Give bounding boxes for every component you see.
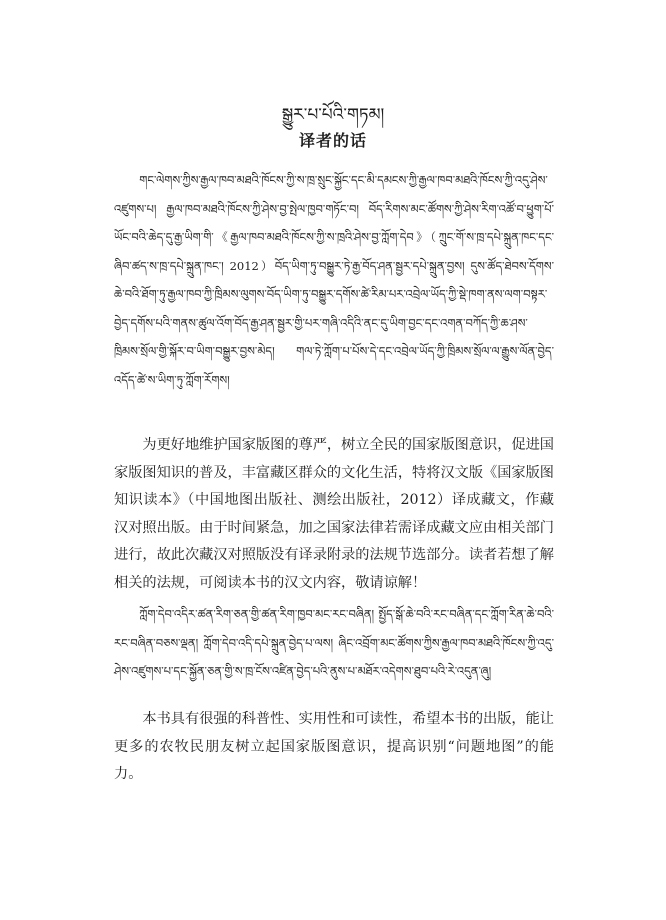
chinese-paragraph-1: 为更好地维护国家版图的尊严，树立全民的国家版图意识，促进国家版图知识的普及，丰富藏区群众的文化生活，特将汉文版《国家版图知识读本》（中国地图出版社、测绘出版社，2012）译成藏文，作藏汉对照出版。由于时间紧急，加之国家法律若需译成藏文应由相关部门进行，故此次藏汉对照版没有译录附录的法规节选部分。读者若想了解相关的法规，可阅读本书的汉文内容，敬请谅解！ xyxy=(114,437,554,591)
tibetan-paragraph-1: གང་ལེགས་ཀྱིས་རྒྱལ་ཁབ་མཐའི་ཁོངས་ཀྱི་ས་ཁྲ་སྲུང་སྐྱོང་དང་མི་དམངས་ཀྱི་རྒྱལ་ཁབ་མཐའི་ཁོངས་ཀྱི་འདུ་ཤེས་འཛུགས་པ། རྒྱལ་ཁབ་མཐའི་ཁོངས་ཀྱི་ཤེས་བྱ་སྤེལ་ཁྱབ་གཏོང་བ། བོད་རིགས་མང་ཚོགས་ཀྱི་ཤེས་རིག་འཚོ་བ་ཕྱུག་པོ་ཡོང་བའི་ཆེད་དུ་རྒྱ་ཡིག་གི་《རྒྱལ་ཁབ་མཐའི་ཁོངས་ཀྱི་ས་ཁྲའི་ཤེས་བྱ་ཀློག་དེབ》（ཀྲུང་གོ་ས་ཁྲ་དཔེ་སྐྲུན་ཁང་དང་ཞིབ་ཚད་ས་ཁྲ་དཔེ་སྐྲུན་ཁང་། 2012）བོད་ཡིག་ཏུ་བསྒྱུར་ཏེ་རྒྱ་བོད་ཤན་སྦྱར་དཔེ་སྐྲུན་བྱས། དུས་ཚོད་ཐེབས་དོགས་ཆེ་བའི་ཐོག་ཏུ་རྒྱལ་ཁབ་ཀྱི་ཁྲིམས་ལུགས་བོད་ཡིག་ཏུ་བསྒྱུར་དགོས་ཚེ་རིམ་པར་འབྲེལ་ཡོད་ཀྱི་སྡེ་ཁག་ནས་ལག་བསྟར་བྱེད་དགོས་པའི་གནས་ཚུལ་འོག་བོད་རྒྱ་ཤན་སྦྱར་གྱི་པར་གཞི་འདིའི་ནང་དུ་ཡིག་བྱང་དང་འགན་བཀོད་ཀྱི་ཆ་ཤས་ཁྲིམས་སྲོལ་གྱི་སྐོར་བ་ཡིག་བསྒྱུར་བྱས་མེད། གལ་ཏེ་ཀློག་པ་པོས་དེ་དང་འབྲེལ་ཡོད་ཀྱི་ཁྲིམས་སྲོལ་ལ་རྒྱུས་ལོན་བྱེད་འདོད་ཚེ་ས་ཡིག་ཏུ་ཀློག་རོགས། xyxy=(114,173,554,387)
chinese-title: 译者的话 xyxy=(298,131,367,150)
tibetan-paragraph-2: ཀློག་དེབ་འདིར་ཚན་རིག་ཅན་གྱི་ཚན་རིག་ཁྱབ་མང་རང་བཞིན། སྤྱོད་སྒོ་ཆེ་བའི་རང་བཞིན་དང་ཀློག་རིན་ཆེ་བའི་རང་བཞིན་བཅས་ལྡན། ཀློག་དེབ་འདི་དཔེ་སྐྲུན་བྱེད་པ་ལས། ཞིང་འབྲོག་མང་ཚོགས་ཀྱིས་རྒྱལ་ཁབ་མཐའི་ཁོངས་ཀྱི་འདུ་ཤེས་འཛུགས་པ་དང་སྐྱོན་ཅན་གྱི་ས་ཁྲ་ངོས་འཛིན་བྱེད་པའི་ནུས་པ་མཐོར་འདེགས་ཐུབ་པའི་རེ་འདུན་ཞུ། xyxy=(114,607,554,678)
chinese-paragraph-2: 本书具有很强的科普性、实用性和可读性，希望本书的出版，能让更多的农牧民朋友树立起国家版图意识，提高识别“问题地图”的能力。 xyxy=(114,711,554,782)
tibetan-title: སྒྱུར་པ་པོའི་གཏམ། xyxy=(281,105,385,125)
